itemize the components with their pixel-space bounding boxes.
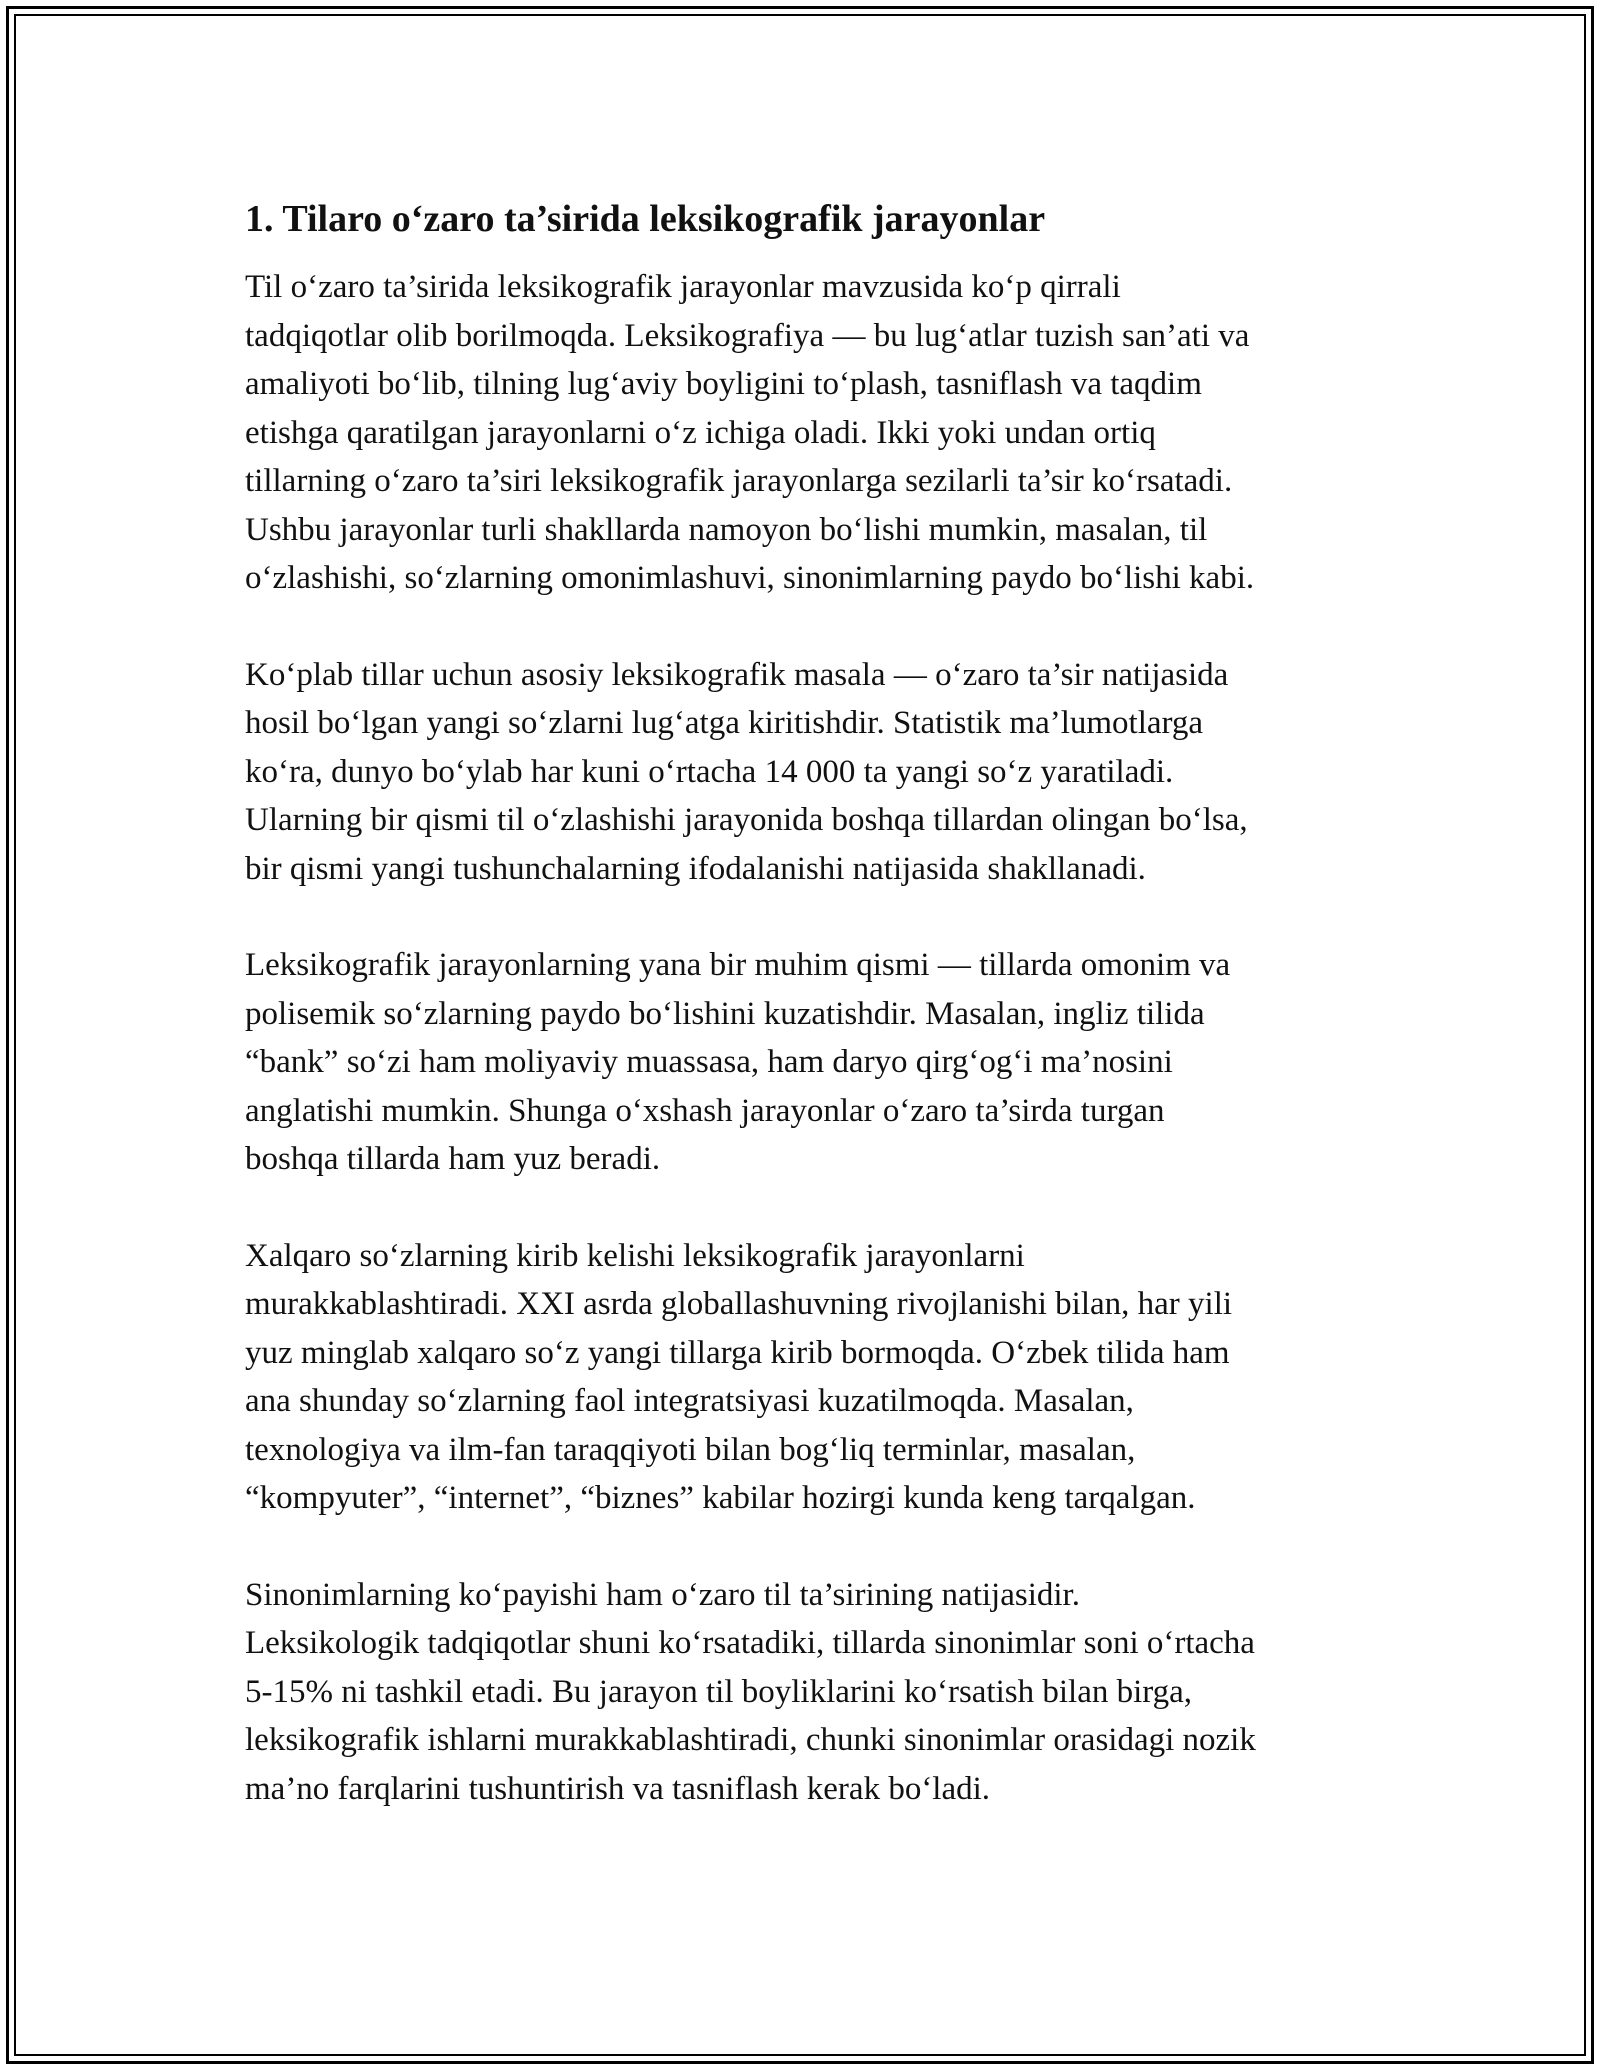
paragraph-line: “kompyuter”, “internet”, “biznes” kabilar hozirgi kunda keng tarqalgan. bbox=[245, 1480, 1196, 1516]
paragraph-line: tillarning o‘zaro ta’siri leksikografik jarayonlarga sezilarli ta’sir ko‘rsatadi. bbox=[245, 463, 1233, 499]
paragraph-line: ko‘ra, dunyo bo‘ylab har kuni o‘rtacha 14 000 ta yangi so‘z yaratiladi. bbox=[245, 753, 1174, 790]
paragraph-line: Ushbu jarayonlar turli shakllarda namoyon bo‘lishi mumkin, masalan, til bbox=[245, 511, 1208, 548]
paragraph-line: Leksikologik tadqiqotlar shuni ko‘rsatadiki, tillarda sinonimlar soni o‘rtacha bbox=[245, 1625, 1255, 1661]
paragraph-3 bbox=[245, 941, 1385, 1184]
paragraph-line: o‘zlashishi, so‘zlarning omonimlashuvi, sinonimlarning paydo bo‘lishi kabi. bbox=[245, 560, 1255, 596]
paragraph-line: etishga qaratilgan jarayonlarni o‘z ichiga oladi. Ikki yoki undan ortiq bbox=[245, 414, 1156, 451]
paragraph-line: amaliyoti bo‘lib, tilning lug‘aviy boyligini to‘plash, tasniflash va taqdim bbox=[245, 366, 1202, 402]
paragraph-line: “bank” so‘zi ham moliyaviy muassasa, ham daryo qirg‘og‘i ma’nosini bbox=[245, 1044, 1173, 1080]
paragraph-line: Til o‘zaro ta’sirida leksikografik jarayonlar mavzusida ko‘p qirrali bbox=[245, 269, 1121, 305]
paragraph-line: bir qismi yangi tushunchalarning ifodalanishi natijasida shakllanadi. bbox=[245, 850, 1146, 887]
paragraph-line: anglatishi mumkin. Shunga o‘xshash jarayonlar o‘zaro ta’sirda turgan bbox=[245, 1092, 1165, 1129]
paragraph-line: leksikografik ishlarni murakkablashtiradi, chunki sinonimlar orasidagi nozik bbox=[245, 1722, 1256, 1758]
paragraph-line: Ko‘plab tillar uchun asosiy leksikografik masala — o‘zaro ta’sir natijasida bbox=[245, 656, 1229, 693]
paragraph-line: murakkablashtiradi. XXI asrda globallashuvning rivojlanishi bilan, har yili bbox=[245, 1286, 1233, 1322]
paragraph-line: Ularning bir qismi til o‘zlashishi jarayonida boshqa tillardan olingan bo‘lsa, bbox=[245, 802, 1248, 838]
paragraph-line: ma’no farqlarini tushuntirish va tasniflash kerak bo‘ladi. bbox=[245, 1770, 991, 1807]
section-heading: 1. Tilaro o‘zaro ta’sirida leksikografik jarayonlar bbox=[245, 198, 1046, 240]
paragraph-2 bbox=[245, 651, 1385, 894]
paragraph-line: Sinonimlarning ko‘payishi ham o‘zaro til ta’sirining natijasidir. bbox=[245, 1576, 1080, 1613]
paragraph-line: yuz minglab xalqaro so‘z yangi tillarga kirib bormoqda. O‘zbek tilida ham bbox=[245, 1334, 1230, 1371]
paragraph-line: Xalqaro so‘zlarning kirib kelishi leksikografik jarayonlarni bbox=[245, 1237, 1025, 1274]
paragraph-line: 5-15% ni tashkil etadi. Bu jarayon til boyliklarini ko‘rsatish bilan birga, bbox=[245, 1673, 1193, 1710]
paragraph-line: texnologiya va ilm-fan taraqqiyoti bilan bog‘liq terminlar, masalan, bbox=[245, 1431, 1136, 1468]
paragraph-1 bbox=[245, 263, 1385, 603]
paragraph-4 bbox=[245, 1232, 1385, 1523]
paragraph-line: hosil bo‘lgan yangi so‘zlarni lug‘atga kiritishdir. Statistik ma’lumotlarga bbox=[245, 705, 1204, 741]
document-content bbox=[245, 195, 1385, 1861]
paragraph-line: boshqa tillarda ham yuz beradi. bbox=[245, 1141, 661, 1177]
paragraph-line: ana shunday so‘zlarning faol integratsiyasi kuzatilmoqda. Masalan, bbox=[245, 1383, 1134, 1419]
paragraph-5 bbox=[245, 1571, 1385, 1814]
paragraph-line: polisemik so‘zlarning paydo bo‘lishini kuzatishdir. Masalan, ingliz tilida bbox=[245, 995, 1205, 1032]
paragraph-line: Leksikografik jarayonlarning yana bir muhim qismi — tillarda omonim va bbox=[245, 947, 1231, 983]
paragraph-line: tadqiqotlar olib borilmoqda. Leksikografiya — bu lug‘atlar tuzish san’ati va bbox=[245, 317, 1250, 354]
page-frame bbox=[6, 6, 1594, 2064]
